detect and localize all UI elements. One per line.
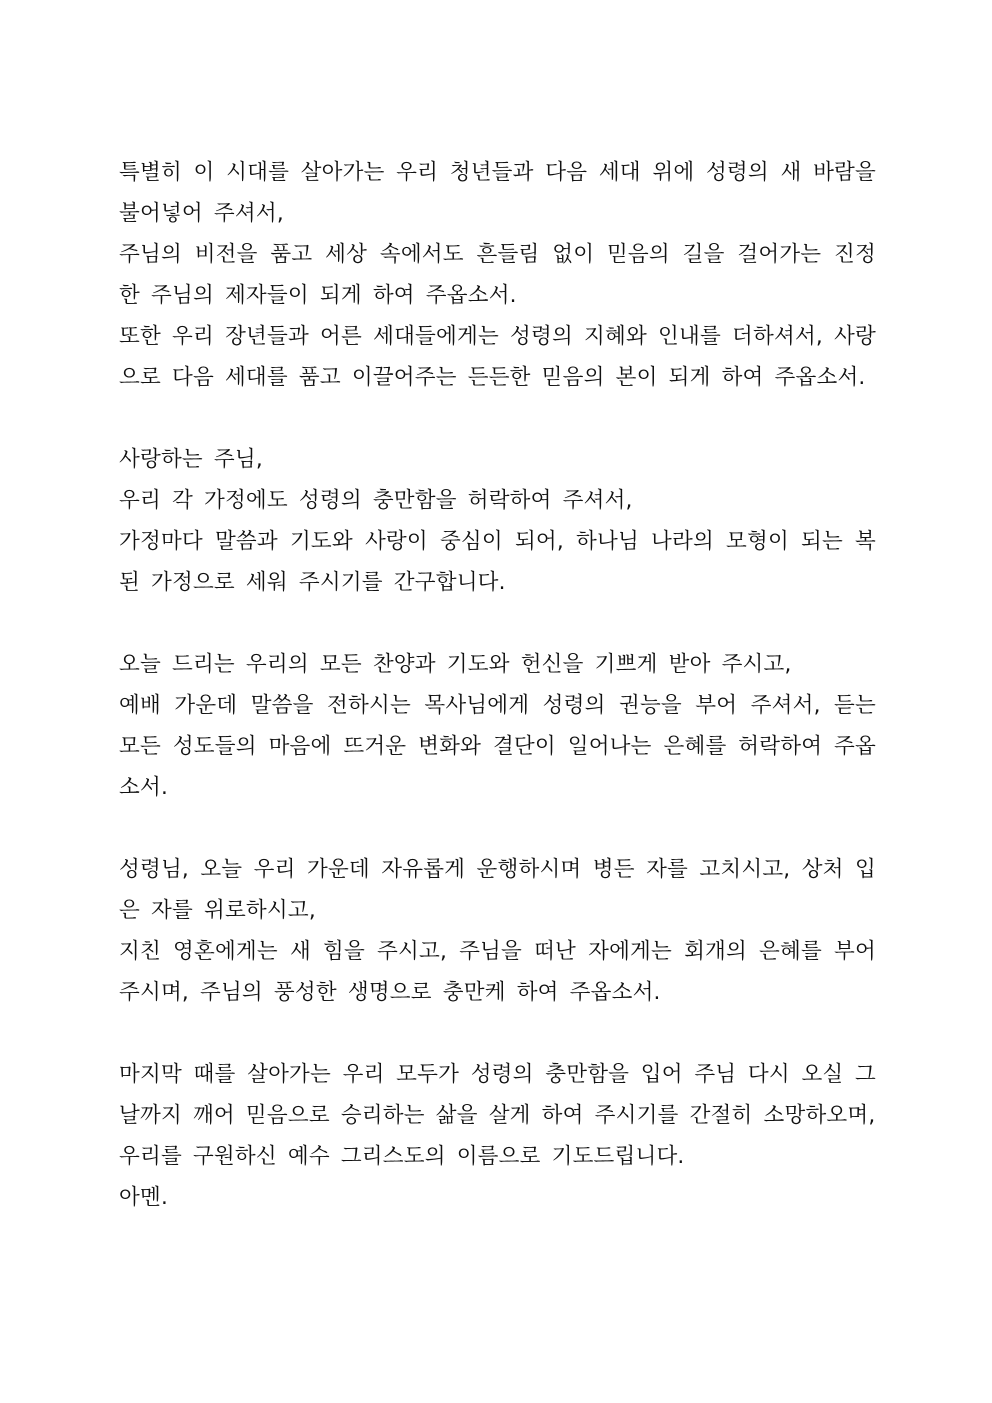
text-line: 사랑하는 주님, (119, 447, 263, 472)
text-line: 가정마다 말씀과 기도와 사랑이 중심이 되어, 하나님 나라의 모형이 되는 복된 가정으로 세워 주시기를 간구합니다. (119, 529, 876, 595)
amen-line: 아멘. (119, 1185, 168, 1210)
text-line: 오늘 드리는 우리의 모든 찬양과 기도와 헌신을 기쁘게 받아 주시고, (119, 652, 792, 677)
text-line: 성령님, 오늘 우리 가운데 자유롭게 운행하시며 병든 자를 고치시고, 상처 입은 자를 위로하시고, (119, 857, 876, 923)
paragraph-healing (119, 849, 876, 1013)
text-line: 우리를 구원하신 예수 그리스도의 이름으로 기도드립니다. (119, 1144, 685, 1169)
text-line: 주님의 비전을 품고 세상 속에서도 흔들림 없이 믿음의 길을 걸어가는 진정한 주님의 제자들이 되게 하여 주옵소서. (119, 242, 876, 308)
text-line: 마지막 때를 살아가는 우리 모두가 성령의 충만함을 입어 주님 다시 오실 그날까지 깨어 믿음으로 승리하는 삶을 살게 하여 주시기를 간절히 소망하오며, (119, 1062, 876, 1128)
paragraph-closing (119, 1054, 876, 1218)
text-line: 지친 영혼에게는 새 힘을 주시고, 주님을 떠난 자에게는 회개의 은혜를 부어주시며, 주님의 풍성한 생명으로 충만케 하여 주옵소서. (119, 939, 876, 1005)
paragraph-youth (119, 152, 876, 398)
text-line: 예배 가운데 말씀을 전하시는 목사님에게 성령의 권능을 부어 주셔서, 듣는 모든 성도들의 마음에 뜨거운 변화와 결단이 일어나는 은혜를 허락하여 주옵소서. (119, 693, 876, 800)
text-line: 특별히 이 시대를 살아가는 우리 청년들과 다음 세대 위에 성령의 새 바람을 불어넣어 주셔서, (119, 160, 876, 226)
paragraph-worship (119, 644, 876, 808)
text-line: 또한 우리 장년들과 어른 세대들에게는 성령의 지혜와 인내를 더하셔서, 사랑으로 다음 세대를 품고 이끌어주는 든든한 믿음의 본이 되게 하여 주옵소서. (119, 324, 876, 390)
paragraph-family (119, 439, 876, 603)
prayer-text (119, 152, 876, 1218)
text-line: 우리 각 가정에도 성령의 충만함을 허락하여 주셔서, (119, 488, 633, 513)
